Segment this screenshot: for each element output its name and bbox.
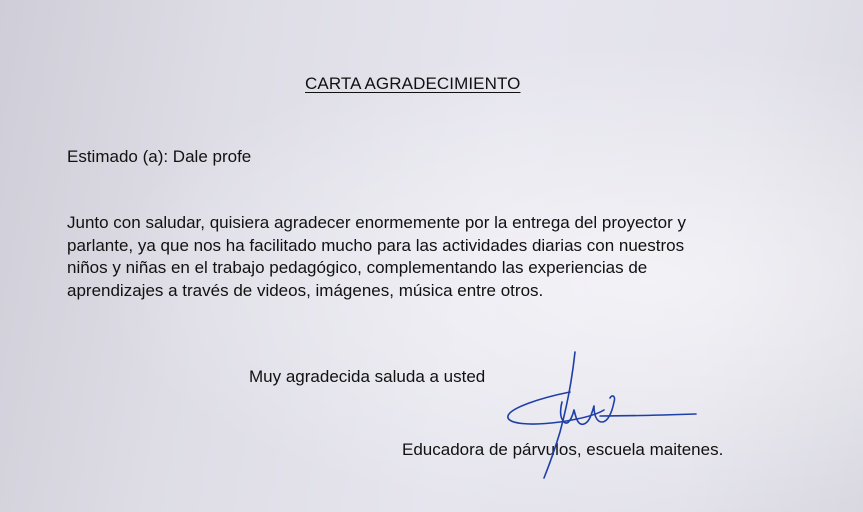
letter-body bbox=[67, 212, 787, 302]
letter-greeting: Estimado (a): Dale profe bbox=[67, 147, 252, 166]
signatory-role: Educadora de párvulos, escuela maitenes. bbox=[402, 440, 724, 459]
signature-stroke bbox=[600, 414, 696, 416]
body-line: parlante, ya que nos ha facilitado mucho para las actividades diarias con nuestros bbox=[67, 235, 685, 255]
letter-closing: Muy agradecida saluda a usted bbox=[249, 367, 486, 386]
letter-title: CARTA AGRADECIMIENTO bbox=[305, 74, 521, 93]
signature-stroke bbox=[508, 392, 604, 424]
body-line: aprendizajes a través de videos, imágenes, música entre otros. bbox=[67, 280, 544, 300]
signature-stroke bbox=[561, 396, 615, 424]
body-line: niños y niñas en el trabajo pedagógico, complementando las experiencias de bbox=[67, 258, 648, 277]
handwritten-signature bbox=[500, 340, 710, 490]
body-line: Junto con saludar, quisiera agradecer enormemente por la entrega del proyector y bbox=[67, 213, 686, 232]
